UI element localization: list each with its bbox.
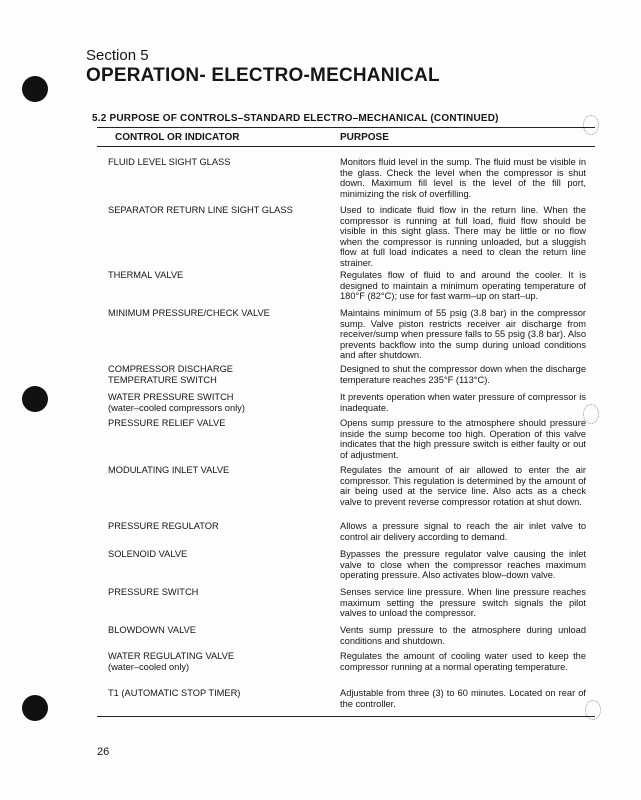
control-purpose: Monitors fluid level in the sump. The fluid must be visible in the glass. Check the level when the compressor is shut down. Maximum fill level is the level of the fill port, minimizing the risk of overfilling. xyxy=(340,157,586,199)
control-name: MODULATING INLET VALVE xyxy=(108,465,230,475)
table-bottom-rule xyxy=(97,716,595,717)
table-top-rule xyxy=(97,127,595,128)
control-purpose: Adjustable from three (3) to 60 minutes. Located on rear of the controller. xyxy=(340,688,586,709)
scan-mark xyxy=(583,115,599,135)
control-purpose: Allows a pressure signal to reach the air inlet valve to control air delivery according to demand. xyxy=(340,521,586,542)
header-bottom-rule xyxy=(97,146,595,147)
control-name: SEPARATOR RETURN LINE SIGHT GLASS xyxy=(108,205,293,215)
control-purpose: Regulates flow of fluid to and around the cooler. It is designed to maintain a minimum operating temperature of 180°F (82°C); use for fast warm–up on start–up. xyxy=(340,270,586,301)
control-purpose: Bypasses the pressure regulator valve causing the inlet valve to close when the compressor reaches maximum operating pressure. Also activates blow–down valve. xyxy=(340,549,586,580)
column-header-purpose: PURPOSE xyxy=(340,132,389,143)
binder-hole xyxy=(22,386,48,412)
control-name: PRESSURE REGULATOR xyxy=(108,521,219,531)
control-name: THERMAL VALVE xyxy=(108,270,184,280)
control-name: WATER REGULATING VALVE (water–cooled only) xyxy=(108,651,235,672)
control-purpose: Senses service line pressure. When line pressure reaches maximum setting the pressure switch signals the pilot valves to unload the compressor. xyxy=(340,587,586,618)
column-header-control: CONTROL OR INDICATOR xyxy=(115,132,240,143)
control-name: PRESSURE SWITCH xyxy=(108,587,199,597)
control-purpose: Vents sump pressure to the atmosphere during unload conditions and shutdown. xyxy=(340,625,586,646)
page-number: 26 xyxy=(97,746,110,758)
control-name: PRESSURE RELIEF VALVE xyxy=(108,418,226,428)
page-title: OPERATION- ELECTRO-MECHANICAL xyxy=(86,65,440,86)
section-subtitle: 5.2 PURPOSE OF CONTROLS–STANDARD ELECTRO–MECHANICAL (CONTINUED) xyxy=(92,113,499,124)
control-name: WATER PRESSURE SWITCH (water–cooled compressors only) xyxy=(108,392,245,413)
scan-mark xyxy=(585,700,601,720)
control-name: T1 (AUTOMATIC STOP TIMER) xyxy=(108,688,241,698)
control-purpose: Regulates the amount of air allowed to enter the air compressor. This regulation is determined by the amount of air being used at the service line. Also acts as a check valve to prevent reverse compressor rotation at shut down. xyxy=(340,465,586,507)
control-purpose: Regulates the amount of cooling water used to keep the compressor running at a normal operating temperature. xyxy=(340,651,586,672)
control-name: SOLENOID VALVE xyxy=(108,549,188,559)
control-name: MINIMUM PRESSURE/CHECK VALVE xyxy=(108,308,270,318)
control-purpose: Opens sump pressure to the atmosphere should pressure inside the sump become too high. Operation of this valve indicates that the high pressure switch is either faulty or out of adjustment. xyxy=(340,418,586,460)
control-name: COMPRESSOR DISCHARGE TEMPERATURE SWITCH xyxy=(108,364,234,385)
section-label: Section 5 xyxy=(86,47,149,64)
control-purpose: Maintains minimum of 55 psig (3.8 bar) in the compressor sump. Valve piston restricts receiver air discharge from receiver/sump when pressure falls to 55 psig (3.8 bar). Also prevents backflow into the sump during unload conditions and after shutdown. xyxy=(340,308,586,360)
binder-hole xyxy=(22,695,48,721)
control-purpose: Used to indicate fluid flow in the return line. When the compressor is running at full load, fluid flow should be visible in this sight glass. There may be little or no flow when the compressor is running unloaded, but a sluggish flow at full load indicates a need to clean the return line strainer. xyxy=(340,205,586,268)
control-purpose: Designed to shut the compressor down when the discharge temperature reaches 235°F (113°C). xyxy=(340,364,586,385)
binder-hole xyxy=(22,76,48,102)
control-purpose: It prevents operation when water pressure of compressor is inadequate. xyxy=(340,392,586,413)
control-name: FLUID LEVEL SIGHT GLASS xyxy=(108,157,231,167)
control-name: BLOWDOWN VALVE xyxy=(108,625,196,635)
